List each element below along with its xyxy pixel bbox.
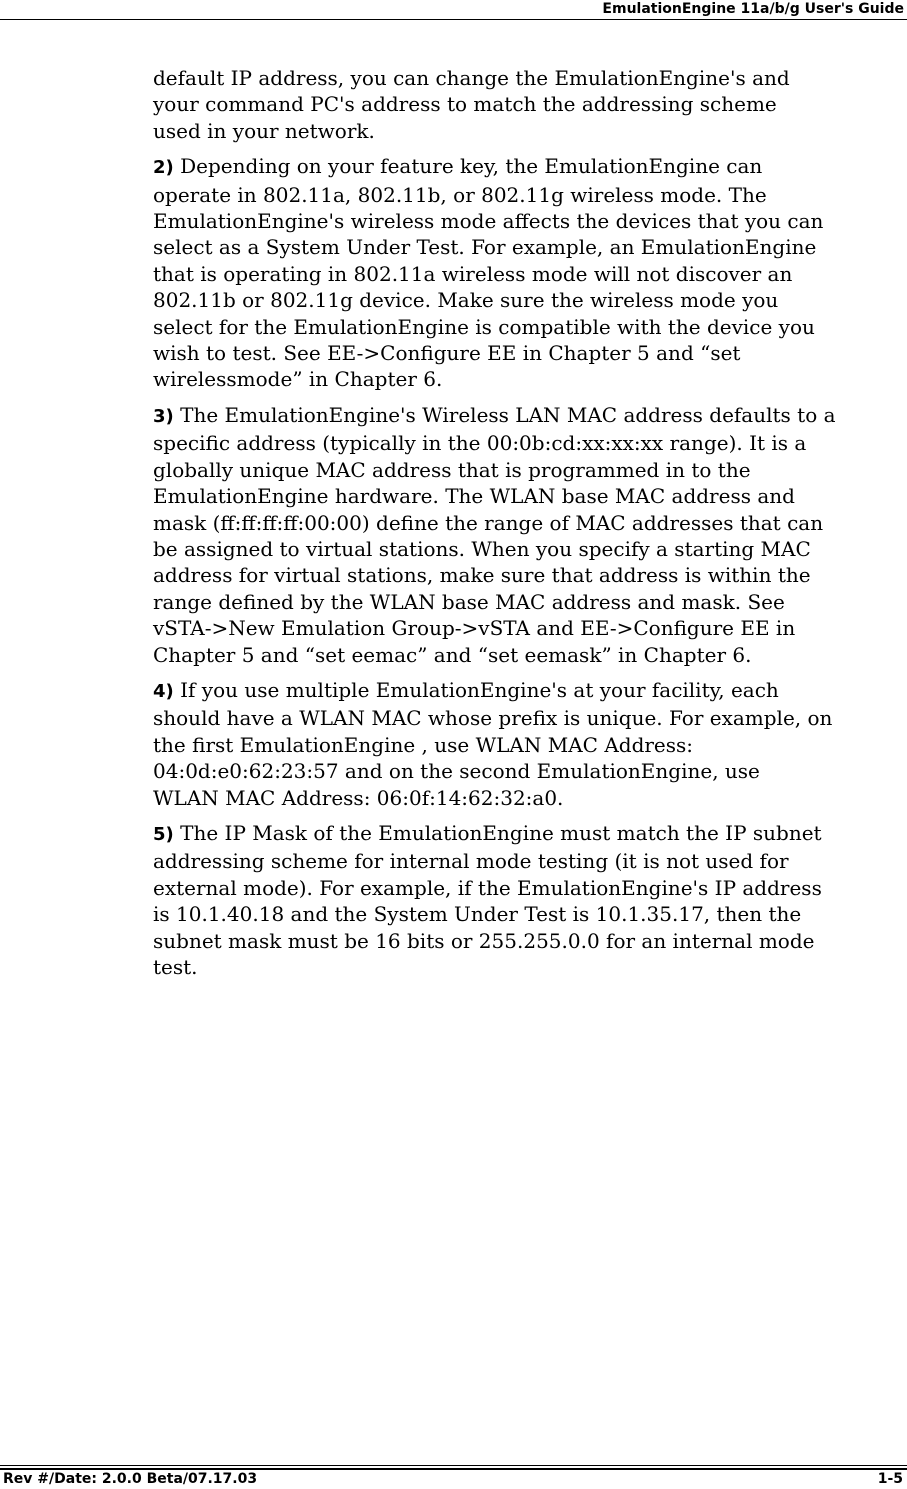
item-number: 4) xyxy=(153,680,174,702)
running-header xyxy=(0,0,907,22)
item-number: 5) xyxy=(153,823,174,845)
item-text: Depending on your feature key, the EmulationEngine can operate in 802.11a, 802.11b, or 802.11g wireless mode. The EmulationEngine's wireless mode affects the devices that you can select as a System Under Test. For example, an EmulationEngine that is operating in 802.11a wireless mode will not discover an 802.11b or 802.11g device. Make sure the wireless mode you select for the EmulationEngine is compatible with the device you wish to test. See EE->Configure EE in Chapter 5 and “set wirelessmode” in Chapter 6. xyxy=(153,154,824,392)
list-item-2 xyxy=(153,153,905,393)
list-item-4 xyxy=(153,677,905,811)
list-item-5 xyxy=(153,820,905,980)
list-item-3 xyxy=(153,402,905,668)
page-body xyxy=(153,65,905,980)
item-text: If you use multiple EmulationEngine's at your facility, each should have a WLAN MAC whose prefix is unique. For example, on the first EmulationEngine , use WLAN MAC Address: 04:0d:e0:62:23:57 and on the second EmulationEngine, use WLAN MAC Address: 06:0f:14:62:32:a0. xyxy=(153,677,833,810)
item-text: The IP Mask of the EmulationEngine must match the IP subnet addressing scheme for internal mode testing (it is not used for external mode). For example, if the EmulationEngine's IP address is 10.1.40.18 and the System Under Test is 10.1.35.17, then the subnet mask must be 16 bits or 255.255.0.0 for an internal mode test. xyxy=(153,820,822,979)
footer-divider-thick xyxy=(0,1468,907,1470)
footer-divider-thin xyxy=(0,1465,907,1466)
item-text: The EmulationEngine's Wireless LAN MAC address defaults to a specific address (typically in the 00:0b:cd:xx:xx:xx range). It is a globally unique MAC address that is programmed in to the EmulationEngine hardware. The WLAN base MAC address and mask (ff:ff:ff:ff:00:00) define the range of MAC addresses that can be assigned to virtual stations. When you specify a starting MAC address for virtual stations, make sure that address is within the range defined by the WLAN base MAC address and mask. See vSTA->New Emulation Group->vSTA and EE->Configure EE in Chapter 5 and “set eemac” and “set eemask” in Chapter 6. xyxy=(153,402,836,667)
item-number: 3) xyxy=(153,405,174,427)
running-footer xyxy=(0,1460,907,1489)
header-divider xyxy=(0,19,907,20)
item-number: 2) xyxy=(153,157,174,179)
revision-date: Rev #/Date: 2.0.0 Beta/07.17.03 xyxy=(3,1471,258,1487)
intro-paragraph: default IP address, you can change the EmulationEngine's and your command PC's address to match the addressing scheme used in your network. xyxy=(153,66,790,143)
document-title: EmulationEngine 11a/b/g User's Guide xyxy=(602,1,904,17)
page-number: 1-5 xyxy=(877,1471,903,1487)
